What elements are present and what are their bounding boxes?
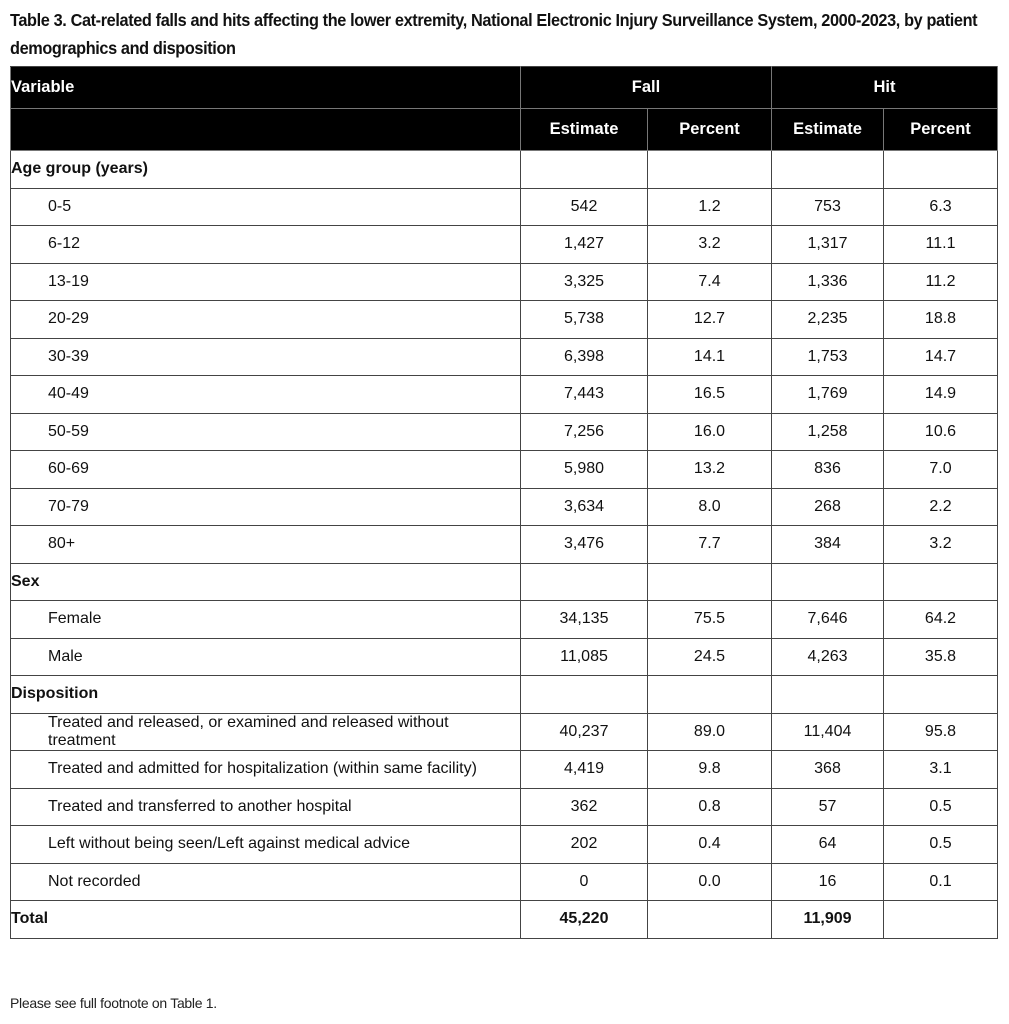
cell-fall-percent: 7.7 <box>648 526 772 564</box>
cell-fall-estimate: 362 <box>521 788 648 826</box>
column-group-fall: Fall <box>521 67 772 109</box>
table-row <box>11 826 998 864</box>
total-row <box>11 901 998 939</box>
cell-hit-percent: 10.6 <box>884 413 998 451</box>
cell-fall-estimate: 4,419 <box>521 751 648 789</box>
table-body <box>11 151 998 939</box>
cell-fall-percent: 0.8 <box>648 788 772 826</box>
row-label: 20-29 <box>11 301 521 339</box>
cell-fall-percent: 16.5 <box>648 376 772 414</box>
total-label: Total <box>11 901 521 939</box>
cell-fall-estimate: 3,476 <box>521 526 648 564</box>
cell-fall-estimate: 5,738 <box>521 301 648 339</box>
section-row-sex <box>11 563 998 601</box>
empty-cell <box>884 676 998 714</box>
table-row <box>11 301 998 339</box>
cell-hit-estimate: 4,263 <box>772 638 884 676</box>
cell-fall-percent: 3.2 <box>648 226 772 264</box>
cell-fall-percent: 8.0 <box>648 488 772 526</box>
cell-hit-percent: 95.8 <box>884 713 998 751</box>
cell-hit-percent: 18.8 <box>884 301 998 339</box>
row-label: Not recorded <box>11 863 521 901</box>
cell-fall-percent: 14.1 <box>648 338 772 376</box>
table-row <box>11 601 998 639</box>
cell-hit-percent: 14.7 <box>884 338 998 376</box>
cell-hit-estimate: 7,646 <box>772 601 884 639</box>
empty-cell <box>648 676 772 714</box>
table-row <box>11 413 998 451</box>
column-header-hit-estimate: Estimate <box>772 109 884 151</box>
cell-fall-percent: 12.7 <box>648 301 772 339</box>
cell-fall-percent: 0.4 <box>648 826 772 864</box>
cell-hit-estimate: 384 <box>772 526 884 564</box>
cell-fall-estimate: 542 <box>521 188 648 226</box>
cell-fall-percent: 75.5 <box>648 601 772 639</box>
row-label: Treated and released, or examined and released without treatment <box>11 713 521 751</box>
cell-fall-percent: 16.0 <box>648 413 772 451</box>
row-label: 50-59 <box>11 413 521 451</box>
cell-fall-percent: 1.2 <box>648 188 772 226</box>
table-row <box>11 713 998 751</box>
cell-hit-percent: 7.0 <box>884 451 998 489</box>
cell-fall-estimate: 6,398 <box>521 338 648 376</box>
empty-cell <box>648 151 772 189</box>
data-table <box>10 66 998 939</box>
table-header <box>11 67 998 151</box>
table-row <box>11 751 998 789</box>
column-group-hit: Hit <box>772 67 998 109</box>
row-label: Female <box>11 601 521 639</box>
cell-fall-estimate: 0 <box>521 863 648 901</box>
section-row-disposition <box>11 676 998 714</box>
total-hit-estimate: 11,909 <box>772 901 884 939</box>
cell-fall-estimate: 3,634 <box>521 488 648 526</box>
header-row-subcolumns <box>11 109 998 151</box>
row-label: 70-79 <box>11 488 521 526</box>
empty-cell <box>521 676 648 714</box>
cell-hit-estimate: 753 <box>772 188 884 226</box>
cell-hit-percent: 6.3 <box>884 188 998 226</box>
total-hit-percent <box>884 901 998 939</box>
table-row <box>11 526 998 564</box>
empty-cell <box>884 151 998 189</box>
empty-cell <box>772 563 884 601</box>
cell-hit-percent: 2.2 <box>884 488 998 526</box>
table-row <box>11 488 998 526</box>
cell-hit-estimate: 16 <box>772 863 884 901</box>
column-header-variable: Variable <box>11 67 521 109</box>
cell-hit-percent: 0.5 <box>884 788 998 826</box>
table-row <box>11 376 998 414</box>
cell-fall-percent: 89.0 <box>648 713 772 751</box>
empty-cell <box>648 563 772 601</box>
table-row <box>11 788 998 826</box>
total-fall-estimate: 45,220 <box>521 901 648 939</box>
cell-hit-estimate: 368 <box>772 751 884 789</box>
cell-hit-percent: 35.8 <box>884 638 998 676</box>
cell-hit-estimate: 1,317 <box>772 226 884 264</box>
row-label: 0-5 <box>11 188 521 226</box>
cell-fall-estimate: 202 <box>521 826 648 864</box>
row-label: 6-12 <box>11 226 521 264</box>
cell-hit-estimate: 1,753 <box>772 338 884 376</box>
cell-fall-estimate: 5,980 <box>521 451 648 489</box>
table-row <box>11 338 998 376</box>
row-label: 30-39 <box>11 338 521 376</box>
cell-fall-estimate: 1,427 <box>521 226 648 264</box>
cell-hit-percent: 0.1 <box>884 863 998 901</box>
row-label: 13-19 <box>11 263 521 301</box>
section-row-age <box>11 151 998 189</box>
section-label: Age group (years) <box>11 151 521 189</box>
row-label: Treated and transferred to another hospital <box>11 788 521 826</box>
cell-fall-percent: 13.2 <box>648 451 772 489</box>
empty-cell <box>884 563 998 601</box>
row-label: Male <box>11 638 521 676</box>
cell-hit-percent: 14.9 <box>884 376 998 414</box>
cell-hit-estimate: 268 <box>772 488 884 526</box>
table-row <box>11 226 998 264</box>
cell-hit-percent: 64.2 <box>884 601 998 639</box>
table-row <box>11 451 998 489</box>
section-label: Disposition <box>11 676 521 714</box>
section-label: Sex <box>11 563 521 601</box>
cell-fall-estimate: 7,256 <box>521 413 648 451</box>
cell-hit-percent: 11.1 <box>884 226 998 264</box>
cell-hit-estimate: 11,404 <box>772 713 884 751</box>
cell-hit-percent: 0.5 <box>884 826 998 864</box>
cell-fall-estimate: 11,085 <box>521 638 648 676</box>
empty-cell <box>772 676 884 714</box>
total-fall-percent <box>648 901 772 939</box>
table-row <box>11 188 998 226</box>
empty-cell <box>772 151 884 189</box>
table-row <box>11 638 998 676</box>
cell-hit-estimate: 836 <box>772 451 884 489</box>
row-label: 40-49 <box>11 376 521 414</box>
row-label: Treated and admitted for hospitalization (within same facility) <box>11 751 521 789</box>
table-row <box>11 263 998 301</box>
cell-hit-estimate: 1,258 <box>772 413 884 451</box>
empty-cell <box>521 563 648 601</box>
cell-fall-percent: 24.5 <box>648 638 772 676</box>
row-label: 60-69 <box>11 451 521 489</box>
cell-hit-estimate: 1,769 <box>772 376 884 414</box>
cell-fall-estimate: 34,135 <box>521 601 648 639</box>
row-label: Left without being seen/Left against medical advice <box>11 826 521 864</box>
cell-fall-percent: 0.0 <box>648 863 772 901</box>
cell-fall-estimate: 40,237 <box>521 713 648 751</box>
column-header-hit-percent: Percent <box>884 109 998 151</box>
cell-hit-percent: 11.2 <box>884 263 998 301</box>
cell-fall-estimate: 3,325 <box>521 263 648 301</box>
cell-fall-percent: 7.4 <box>648 263 772 301</box>
table-title: Table 3. Cat-related falls and hits affecting the lower extremity, National Electronic Injury Surveillance System, 2000-2023, by patient demographics and disposition <box>10 10 978 58</box>
row-label: 80+ <box>11 526 521 564</box>
cell-hit-estimate: 1,336 <box>772 263 884 301</box>
column-header-blank <box>11 109 521 151</box>
cell-hit-estimate: 2,235 <box>772 301 884 339</box>
cell-fall-percent: 9.8 <box>648 751 772 789</box>
cell-hit-percent: 3.1 <box>884 751 998 789</box>
cell-hit-estimate: 64 <box>772 826 884 864</box>
empty-cell <box>521 151 648 189</box>
table-row <box>11 863 998 901</box>
column-header-fall-estimate: Estimate <box>521 109 648 151</box>
cell-fall-estimate: 7,443 <box>521 376 648 414</box>
header-row-groups <box>11 67 998 109</box>
footnote: Please see full footnote on Table 1. <box>10 995 217 1011</box>
cell-hit-percent: 3.2 <box>884 526 998 564</box>
column-header-fall-percent: Percent <box>648 109 772 151</box>
cell-hit-estimate: 57 <box>772 788 884 826</box>
